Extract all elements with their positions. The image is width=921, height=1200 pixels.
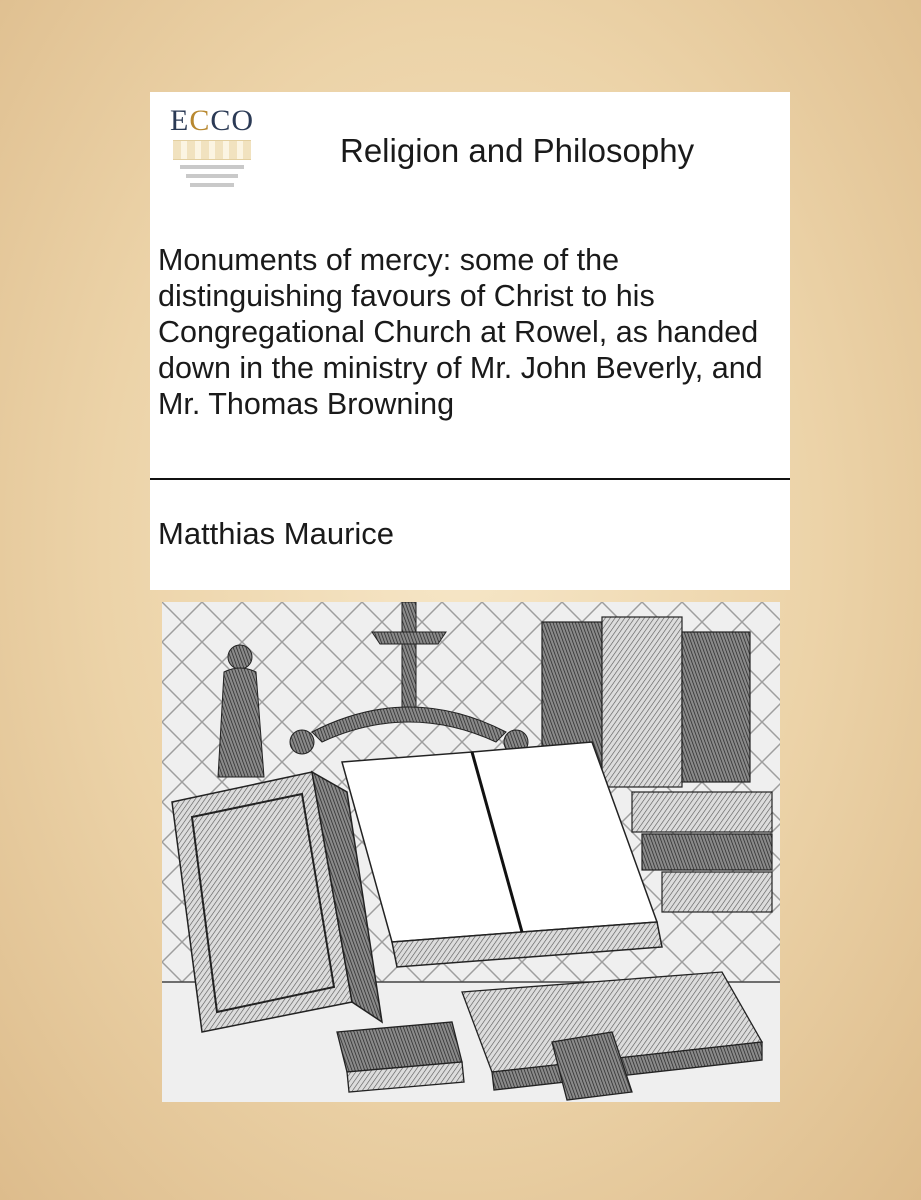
header-panel [150, 92, 790, 226]
logo-text-right: CO [210, 104, 255, 137]
logo-ornament [173, 140, 251, 160]
logo-caption-line [186, 174, 238, 178]
logo-caption-line [180, 165, 244, 169]
cover-engraving [162, 602, 780, 1102]
series-title: Religion and Philosophy [340, 132, 695, 169]
logo-wordmark [160, 104, 264, 138]
logo-caption-line [190, 183, 234, 187]
author-name: Matthias Maurice [158, 516, 395, 551]
ornate-book-left [172, 772, 382, 1032]
ecco-logo [160, 104, 264, 214]
logo-text-mid: C [189, 104, 211, 137]
book-cover [150, 92, 790, 1104]
logo-text-left: E [169, 104, 190, 137]
book-title: Monuments of mercy: some of the distinguishing favours of Christ to his Congregational Church at Rowel, as handed down in the ministry of Mr. John Beverly, and Mr. Thomas Browning [158, 243, 763, 421]
